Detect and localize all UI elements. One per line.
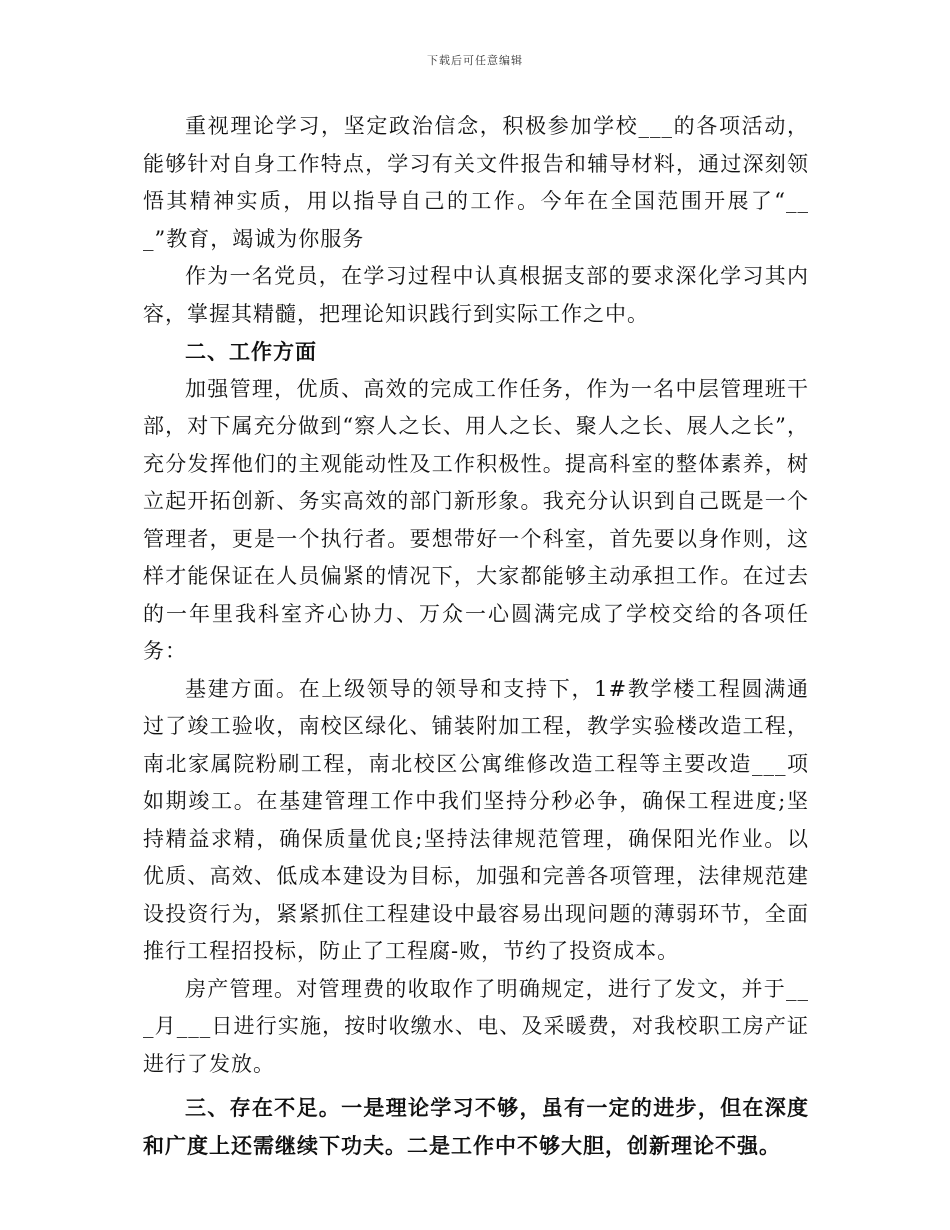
page-header: 下载后可任意编辑 xyxy=(427,54,523,67)
document-body xyxy=(143,108,809,1165)
paragraph-shortcomings: 三、存在不足。一是理论学习不够，虽有一定的进步，但在深度和广度上还需继续下功夫。二是工作中不够大胆，创新理论不强。 xyxy=(143,1095,809,1158)
paragraph-theory-study: 重视理论学习，坚定政治信念，积极参加学校___的各项活动，能够针对自身工作特点，学习有关文件报告和辅导材料，通过深刻领悟其精神实质，用以指导自己的工作。今年在全国范围开展了“___”教育，竭诚为你服务 xyxy=(143,114,809,251)
paragraph-party-member: 作为一名党员，在学习过程中认真根据支部的要求深化学习其内容，掌握其精髓，把理论知识践行到实际工作之中。 xyxy=(143,264,809,326)
paragraph-management: 加强管理，优质、高效的完成工作任务，作为一名中层管理班干部，对下属充分做到“察人之长、用人之长、聚人之长、展人之长”，充分发挥他们的主观能动性及工作积极性。提高科室的整体素养，树立起开拓创新、务实高效的部门新形象。我充分认识到自己既是一个管理者，更是一个执行者。要想带好一个科室，首先要以身作则，这样才能保证在人员偏紧的情况下，大家都能够主动承担工作。在过去的一年里我科室齐心协力、万众一心圆满完成了学校交给的各项任务： xyxy=(143,376,809,663)
paragraph-property: 房产管理。对管理费的收取作了明确规定，进行了发文，并于___月___日进行实施，按时收缴水、电、及采暖费，对我校职工房产证进行了发放。 xyxy=(143,976,809,1076)
paragraph-construction: 基建方面。在上级领导的领导和支持下，1#教学楼工程圆满通过了竣工验收，南校区绿化、铺装附加工程，教学实验楼改造工程，南北家属院粉刷工程，南北校区公寓维修改造工程等主要改造___项如期竣工。在基建管理工作中我们坚持分秒必争，确保工程进度;坚持精益求精，确保质量优良;坚持法律规范管理，确保阳光作业。以优质、高效、低成本建设为目标，加强和完善各项管理，法律规范建设投资行为，紧紧抓住工程建设中最容易出现问题的薄弱环节，全面推行工程招投标，防止了工程腐-败，节约了投资成本。 xyxy=(143,676,809,963)
section-heading-work: 二、工作方面 xyxy=(185,339,317,364)
